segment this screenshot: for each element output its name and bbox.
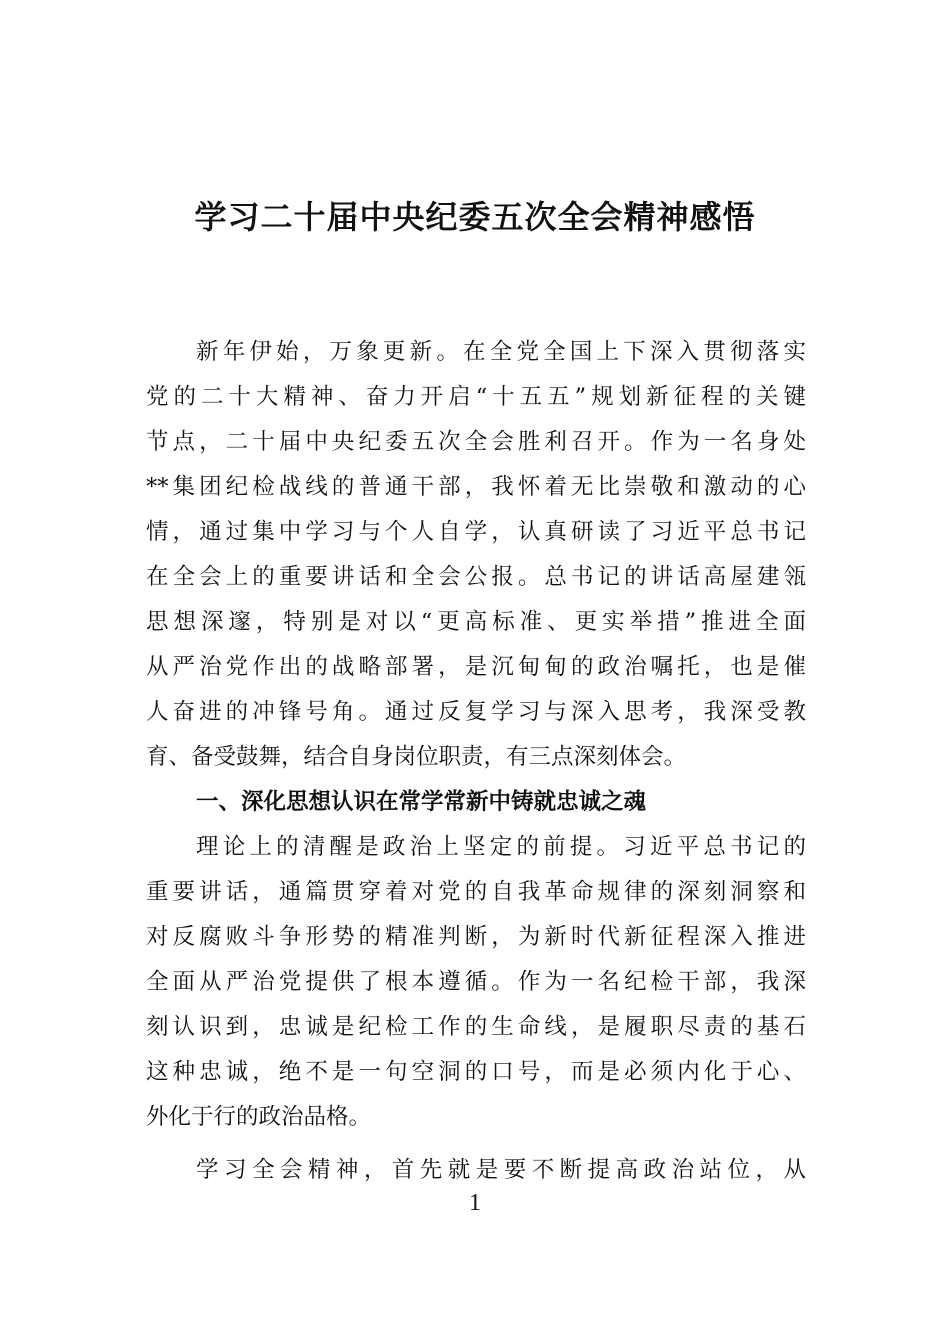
paragraph-spacer bbox=[146, 1140, 806, 1148]
text-line: 情，通过集中学习与个人自学，认真研读了习近平总书记 bbox=[146, 519, 806, 545]
text-line: 人奋进的冲锋号角。通过反复学习与深入思考，我深受教 bbox=[146, 699, 806, 725]
text-line: 学习全会精神，首先就是要不断提高政治站位，从 bbox=[196, 1157, 806, 1183]
text-line: 这种忠诚，绝不是一句空洞的口号，而是必须内化于心、 bbox=[146, 1059, 806, 1085]
text-line: 育、备受鼓舞，结合自身岗位职责，有三点深刻体会。 bbox=[146, 744, 687, 770]
paragraph-continued bbox=[146, 1148, 806, 1193]
text-line: **集团纪检战线的普通干部，我怀着无比崇敬和激动的心 bbox=[146, 474, 806, 500]
text-line: 理论上的清醒是政治上坚定的前提。习近平总书记的 bbox=[196, 834, 806, 860]
text-line: 对反腐败斗争形势的精准判断，为新时代新征程深入推进 bbox=[146, 924, 806, 950]
text-line: 重要讲话，通篇贯穿着对党的自我革命规律的深刻洞察和 bbox=[146, 879, 806, 905]
text-line: 刻认识到，忠诚是纪检工作的生命线，是履职尽责的基石 bbox=[146, 1014, 806, 1040]
text-line: 外化于行的政治品格。 bbox=[146, 1104, 372, 1130]
text-line: 从严治党作出的战略部署，是沉甸甸的政治嘱托，也是催 bbox=[146, 654, 806, 680]
paragraph-intro bbox=[146, 330, 806, 780]
text-line: 在全会上的重要讲话和全会公报。总书记的讲话高屋建瓴 bbox=[146, 564, 806, 590]
text-line: 党的二十大精神、奋力开启“十五五”规划新征程的关键 bbox=[146, 384, 806, 410]
text-line: 全面从严治党提供了根本遵循。作为一名纪检干部，我深 bbox=[146, 969, 806, 995]
text-line: 节点，二十届中央纪委五次全会胜利召开。作为一名身处 bbox=[146, 429, 806, 455]
document-title: 学习二十届中央纪委五次全会精神感悟 bbox=[194, 198, 756, 236]
section-heading: 一、深化思想认识在常学常新中铸就忠诚之魂 bbox=[196, 789, 647, 815]
paragraph-section1 bbox=[146, 825, 806, 1140]
page-number: 1 bbox=[469, 1190, 481, 1216]
text-line: 新年伊始，万象更新。在全党全国上下深入贯彻落实 bbox=[196, 339, 806, 365]
document-body bbox=[146, 330, 806, 1193]
text-line: 思想深邃，特别是对以“更高标准、更实举措”推进全面 bbox=[146, 609, 806, 635]
